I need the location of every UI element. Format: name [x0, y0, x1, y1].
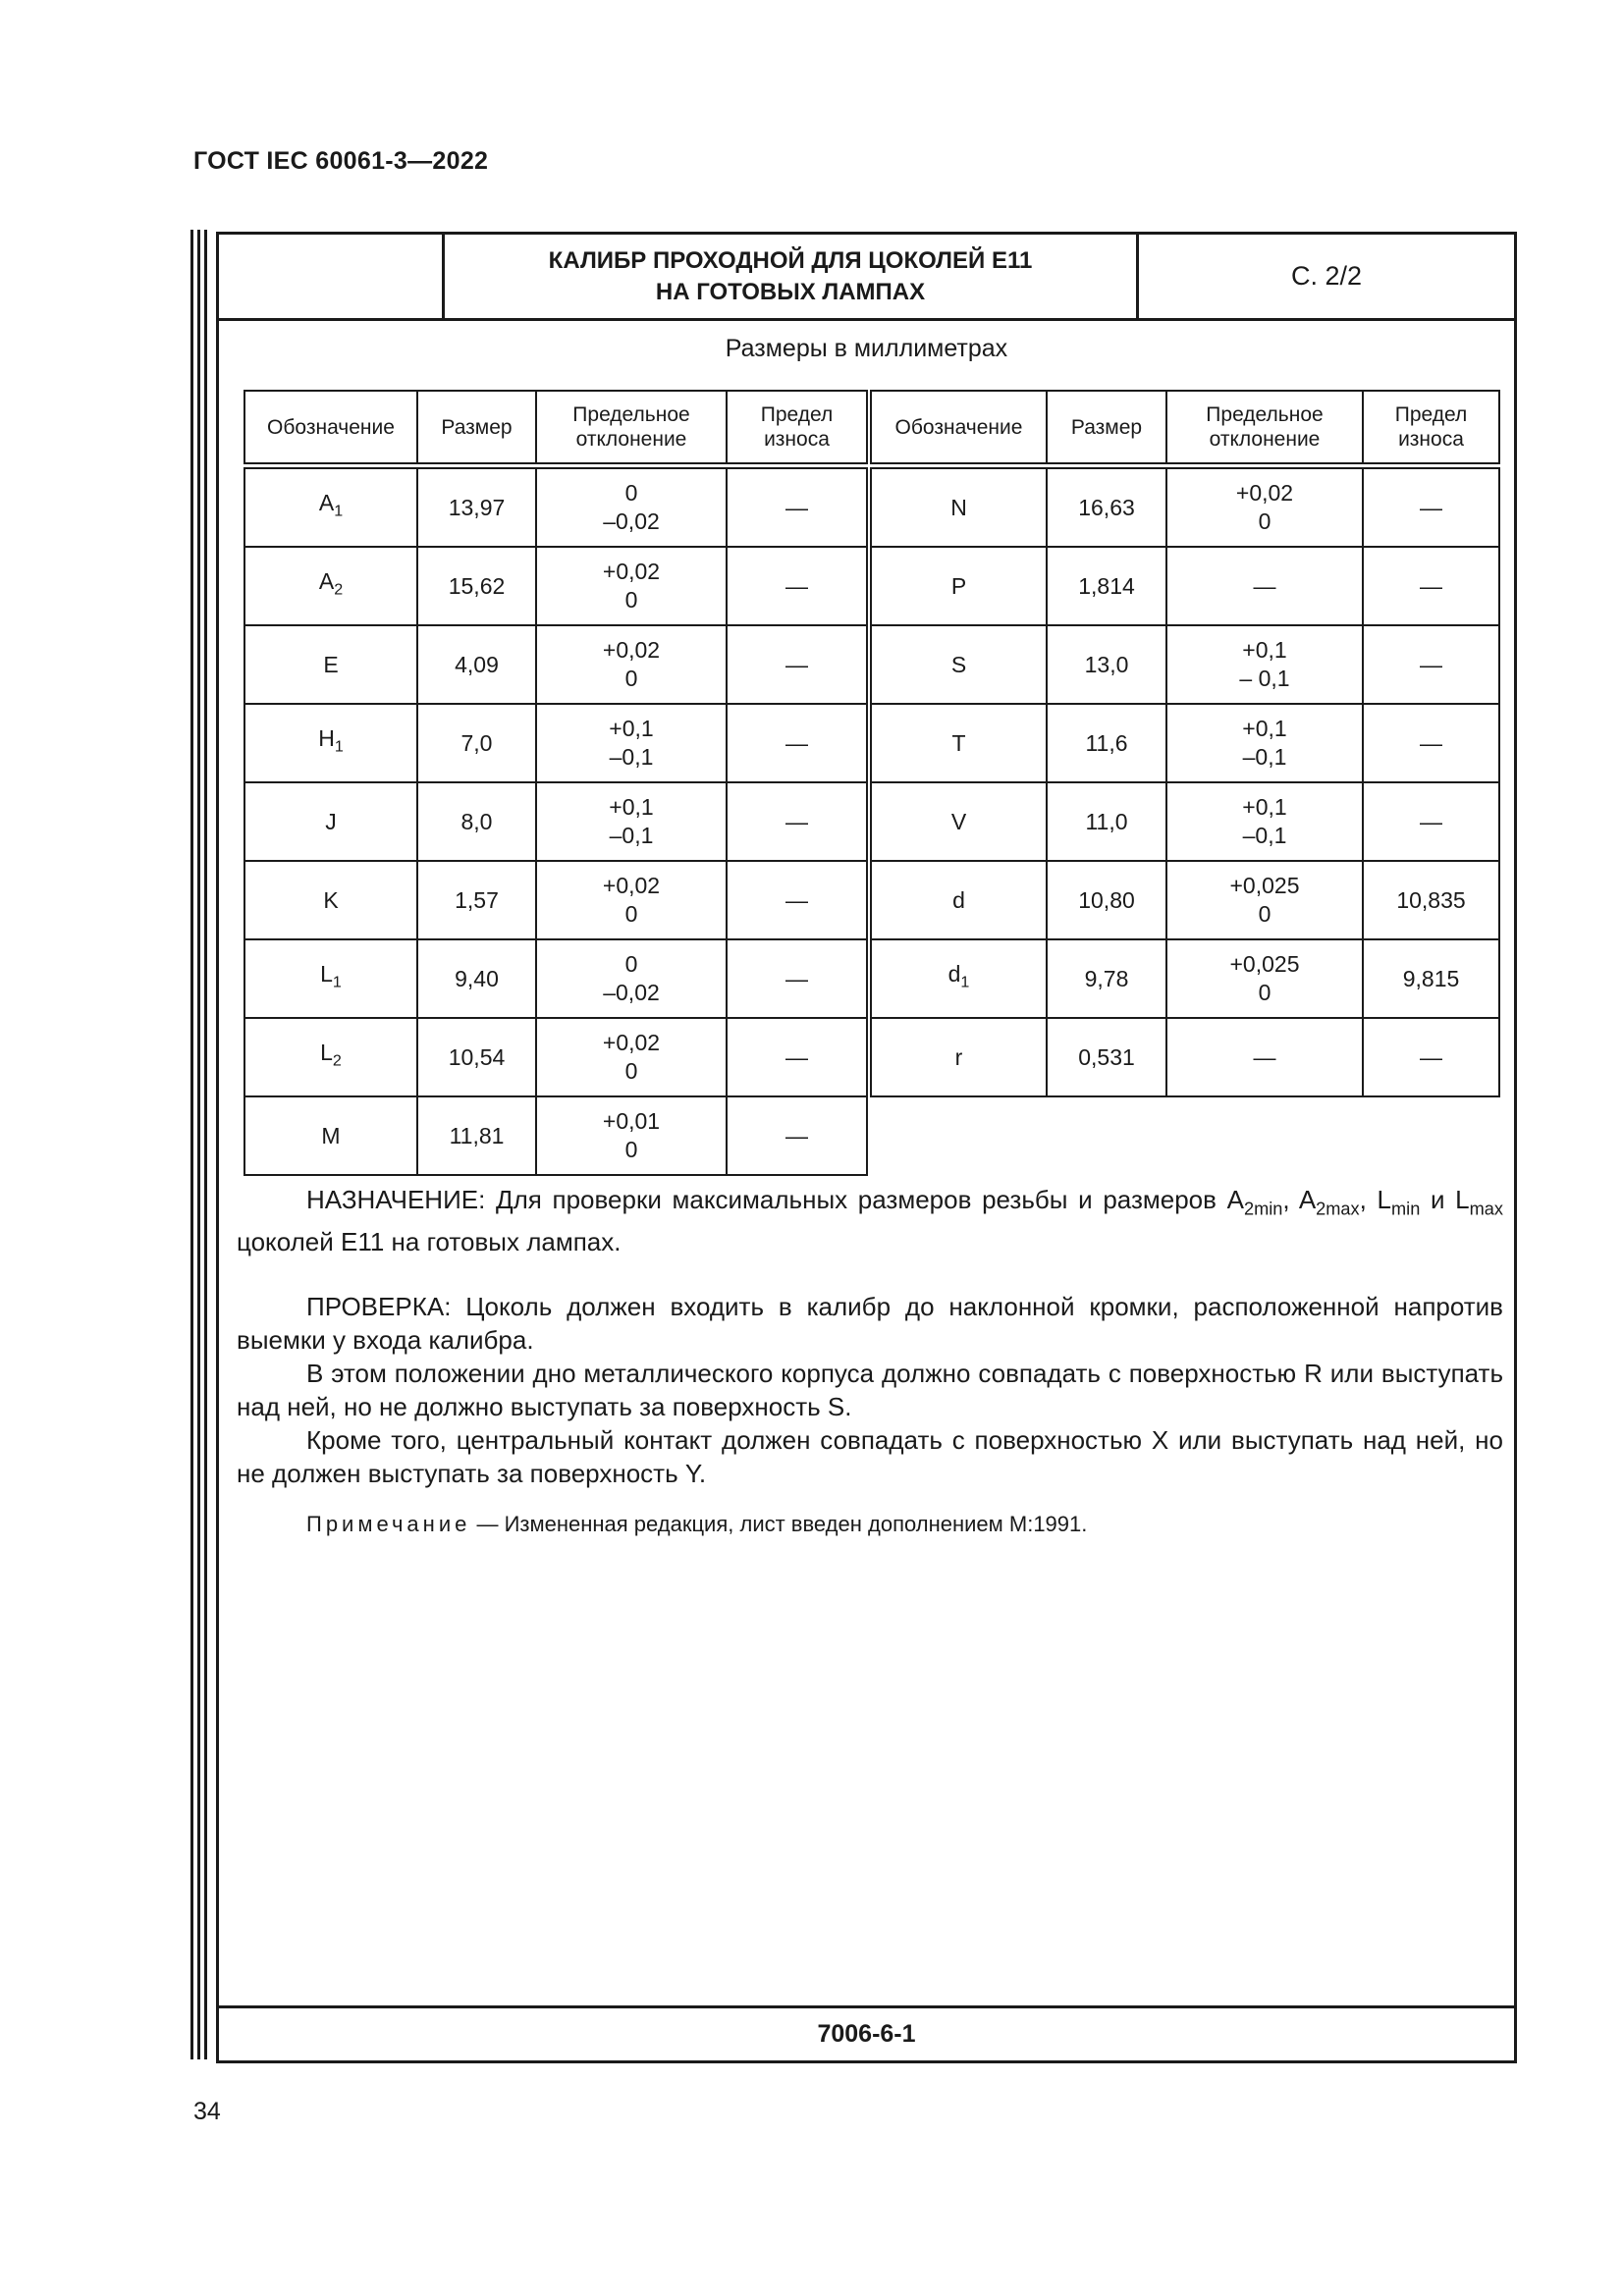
- designation-symbol: V: [950, 808, 967, 834]
- deviation-cell: [1166, 1018, 1363, 1096]
- deviation-cell: [536, 704, 727, 782]
- table-row: [244, 625, 867, 704]
- wear-limit-cell: —: [1363, 1018, 1499, 1096]
- table-row: [244, 861, 867, 939]
- margin-line: [197, 230, 200, 2059]
- deviation-cell: [1166, 782, 1363, 861]
- designation-symbol: r: [954, 1043, 963, 1070]
- deviation-cell: [536, 1018, 727, 1096]
- designation-subscript: 2: [334, 580, 344, 599]
- size-cell: 13,97: [417, 468, 536, 547]
- designation-symbol: P: [950, 572, 967, 599]
- deviation-lower: –0,1: [1242, 744, 1287, 770]
- deviation-lower: 0: [624, 666, 638, 691]
- column-header: Обозначение: [244, 391, 417, 463]
- designation-symbol: M: [321, 1122, 341, 1148]
- table-row: [871, 468, 1499, 547]
- table-row: [871, 1018, 1499, 1096]
- purpose-lead: НАЗНАЧЕНИЕ: Для проверки максимальных размеров резьбы и размеров A: [306, 1185, 1244, 1214]
- table-row: [244, 547, 867, 625]
- title-blank-cell: [219, 235, 445, 318]
- page-number: 34: [193, 2098, 221, 2125]
- subscript: min: [1391, 1199, 1421, 1219]
- designation-symbol: H: [318, 725, 335, 752]
- deviation-lower: –0,1: [609, 744, 654, 770]
- deviation-upper: —: [1253, 572, 1276, 599]
- designation-cell: [244, 939, 417, 1018]
- column-header-label: Предел износа: [760, 403, 834, 451]
- designation-subscript: 1: [334, 737, 344, 756]
- deviation-cell: [1166, 861, 1363, 939]
- deviation-lower: 0: [624, 587, 638, 613]
- deviation-lower: –0,1: [609, 823, 654, 848]
- designation-subscript: 1: [334, 502, 344, 520]
- wear-limit-cell: —: [727, 939, 867, 1018]
- designation-symbol: d: [947, 961, 961, 988]
- deviation-upper: —: [1253, 1043, 1276, 1070]
- designation-cell: [871, 704, 1047, 782]
- size-cell: 15,62: [417, 547, 536, 625]
- wear-limit-cell: —: [1363, 547, 1499, 625]
- deviation-upper: 0: [624, 480, 638, 506]
- purpose-paragraph: [237, 1183, 1503, 1258]
- size-cell: 1,57: [417, 861, 536, 939]
- deviation-upper: +0,02: [602, 637, 661, 663]
- sheet-footer-code: 7006-6-1: [219, 2005, 1514, 2060]
- wear-limit-cell: —: [727, 1018, 867, 1096]
- sheet-title-line-1: КАЛИБР ПРОХОДНОЙ ДЛЯ ЦОКОЛЕЙ Е11: [548, 246, 1033, 274]
- size-cell: 11,81: [417, 1096, 536, 1175]
- deviation-cell: [536, 625, 727, 704]
- deviation-cell: [536, 782, 727, 861]
- designation-cell: [244, 547, 417, 625]
- deviation-lower: –0,1: [1242, 823, 1287, 848]
- column-header: [1363, 391, 1499, 463]
- designation-cell: [871, 625, 1047, 704]
- table-row: [244, 939, 867, 1018]
- margin-line: [204, 230, 207, 2059]
- sheet-frame: [216, 232, 1517, 2063]
- column-header: Размер: [1047, 391, 1166, 463]
- column-header: Размер: [417, 391, 536, 463]
- designation-subscript: 1: [332, 973, 342, 991]
- designation-symbol: S: [950, 651, 967, 677]
- sheet-number: С. 2/2: [1290, 261, 1363, 291]
- deviation-upper: +0,02: [602, 1030, 661, 1055]
- wear-limit-cell: 9,815: [1363, 939, 1499, 1018]
- designation-symbol: A: [318, 568, 335, 595]
- column-header: [536, 391, 727, 463]
- title-block: [219, 235, 1514, 321]
- designation-cell: [871, 547, 1047, 625]
- deviation-upper: +0,1: [1242, 716, 1287, 741]
- purpose-separator: и L: [1420, 1185, 1470, 1214]
- wear-limit-cell: —: [727, 468, 867, 547]
- dimensions-table-left: [243, 390, 868, 1176]
- check-paragraph-1: ПРОВЕРКА: Цоколь должен входить в калибр до наклонной кромки, расположенной напротив выемки у входа калибра.: [237, 1292, 1503, 1356]
- deviation-lower: –0,02: [603, 508, 660, 534]
- wear-limit-cell: —: [727, 625, 867, 704]
- table-row: [244, 782, 867, 861]
- wear-limit-cell: —: [1363, 782, 1499, 861]
- deviation-lower: 0: [1258, 980, 1271, 1005]
- deviation-lower: –0,02: [603, 980, 660, 1005]
- document-code: ГОСТ IEC 60061-3—2022: [193, 147, 489, 175]
- wear-limit-cell: —: [1363, 468, 1499, 547]
- size-cell: 8,0: [417, 782, 536, 861]
- designation-symbol: N: [950, 494, 967, 520]
- table-row: [244, 1018, 867, 1096]
- wear-limit-cell: 10,835: [1363, 861, 1499, 939]
- purpose-separator: , A: [1282, 1185, 1317, 1214]
- table-row: [871, 547, 1499, 625]
- note-text: — Измененная редакция, лист введен дополнением М:1991.: [470, 1512, 1088, 1537]
- deviation-lower: 0: [1258, 901, 1271, 927]
- designation-cell: [871, 782, 1047, 861]
- size-cell: 0,531: [1047, 1018, 1166, 1096]
- size-cell: 7,0: [417, 704, 536, 782]
- designation-cell: [244, 625, 417, 704]
- wear-limit-cell: —: [727, 782, 867, 861]
- deviation-lower: 0: [1258, 508, 1271, 534]
- deviation-upper: +0,1: [609, 716, 654, 741]
- size-cell: 16,63: [1047, 468, 1166, 547]
- column-header: [1166, 391, 1363, 463]
- purpose-separator: , L: [1359, 1185, 1392, 1214]
- designation-cell: [244, 704, 417, 782]
- sheet-title: [445, 235, 1139, 318]
- size-cell: 9,78: [1047, 939, 1166, 1018]
- subscript: 2max: [1316, 1199, 1360, 1219]
- deviation-lower: 0: [624, 1137, 638, 1162]
- wear-limit-cell: —: [727, 861, 867, 939]
- size-cell: 11,6: [1047, 704, 1166, 782]
- check-paragraph-3: Кроме того, центральный контакт должен совпадать с поверхностью X или выступать над ней, но не должен выступать за поверхность Y.: [237, 1425, 1503, 1489]
- table-body-left: [244, 468, 867, 1175]
- check-paragraph-2: В этом положении дно металлического корпуса должно совпадать с поверхностью R или выступать над ней, но не должно выступать за поверхность S.: [237, 1359, 1503, 1422]
- deviation-upper: +0,025: [1229, 951, 1300, 977]
- deviation-lower: – 0,1: [1239, 666, 1290, 691]
- designation-symbol: L: [320, 1040, 333, 1066]
- deviation-cell: [536, 861, 727, 939]
- size-cell: 10,80: [1047, 861, 1166, 939]
- margin-line: [190, 230, 193, 2059]
- deviation-cell: [1166, 939, 1363, 1018]
- designation-symbol: J: [325, 808, 337, 834]
- designation-cell: [871, 1018, 1047, 1096]
- table-row: [244, 468, 867, 547]
- designation-symbol: L: [320, 961, 333, 988]
- designation-symbol: E: [323, 651, 339, 677]
- deviation-upper: +0,1: [1242, 794, 1287, 820]
- deviation-upper: +0,01: [602, 1108, 661, 1134]
- designation-cell: [871, 861, 1047, 939]
- wear-limit-cell: —: [727, 547, 867, 625]
- note-paragraph: [237, 1510, 1503, 1539]
- deviation-upper: +0,02: [602, 559, 661, 584]
- table-row: [871, 625, 1499, 704]
- designation-cell: [871, 939, 1047, 1018]
- deviation-cell: [536, 547, 727, 625]
- deviation-cell: [1166, 468, 1363, 547]
- column-header: [727, 391, 867, 463]
- table-row: [871, 704, 1499, 782]
- designation-symbol: d: [952, 886, 965, 913]
- deviation-upper: +0,1: [609, 794, 654, 820]
- units-caption: Размеры в миллиметрах: [725, 335, 1008, 362]
- designation-symbol: T: [951, 729, 966, 756]
- note-label: Примечание: [306, 1512, 471, 1537]
- size-cell: 1,814: [1047, 547, 1166, 625]
- deviation-cell: [536, 1096, 727, 1175]
- table-row: [871, 861, 1499, 939]
- table-row: [871, 939, 1499, 1018]
- deviation-lower: 0: [624, 1058, 638, 1084]
- deviation-cell: [536, 468, 727, 547]
- deviation-upper: +0,02: [1235, 480, 1294, 506]
- designation-cell: [244, 468, 417, 547]
- designation-cell: [244, 861, 417, 939]
- body-text: [237, 1183, 1503, 1539]
- wear-limit-cell: —: [1363, 625, 1499, 704]
- designation-subscript: 1: [960, 973, 970, 991]
- size-cell: 10,54: [417, 1018, 536, 1096]
- table-body-right: [871, 468, 1499, 1096]
- size-cell: 4,09: [417, 625, 536, 704]
- wear-limit-cell: —: [1363, 704, 1499, 782]
- designation-cell: [871, 468, 1047, 547]
- designation-symbol: A: [318, 490, 335, 516]
- designation-symbol: K: [323, 886, 339, 913]
- designation-cell: [244, 1018, 417, 1096]
- deviation-cell: [1166, 625, 1363, 704]
- designation-cell: [244, 782, 417, 861]
- column-header: Обозначение: [871, 391, 1047, 463]
- wear-limit-cell: —: [727, 704, 867, 782]
- deviation-upper: +0,02: [602, 873, 661, 898]
- size-cell: 9,40: [417, 939, 536, 1018]
- wear-limit-cell: —: [727, 1096, 867, 1175]
- table-row: [244, 704, 867, 782]
- deviation-cell: [1166, 547, 1363, 625]
- deviation-upper: +0,025: [1229, 873, 1300, 898]
- deviation-upper: +0,1: [1242, 637, 1287, 663]
- table-row: [871, 782, 1499, 861]
- designation-subscript: 2: [332, 1051, 342, 1070]
- size-cell: 13,0: [1047, 625, 1166, 704]
- purpose-tail: цоколей E11 на готовых лампах.: [237, 1227, 622, 1257]
- designation-cell: [244, 1096, 417, 1175]
- subscript: max: [1469, 1199, 1503, 1219]
- deviation-cell: [1166, 704, 1363, 782]
- size-cell: 11,0: [1047, 782, 1166, 861]
- column-header-label: Предельное отклонение: [572, 403, 690, 451]
- deviation-cell: [536, 939, 727, 1018]
- sheet-title-line-2: НА ГОТОВЫХ ЛАМПАХ: [655, 278, 926, 305]
- deviation-upper: 0: [624, 951, 638, 977]
- column-header-label: Предел износа: [1394, 403, 1468, 451]
- column-header-label: Предельное отклонение: [1206, 403, 1324, 451]
- dimensions-table-right: [870, 390, 1500, 1097]
- subscript: 2min: [1243, 1199, 1283, 1219]
- table-row: [244, 1096, 867, 1175]
- deviation-lower: 0: [624, 901, 638, 927]
